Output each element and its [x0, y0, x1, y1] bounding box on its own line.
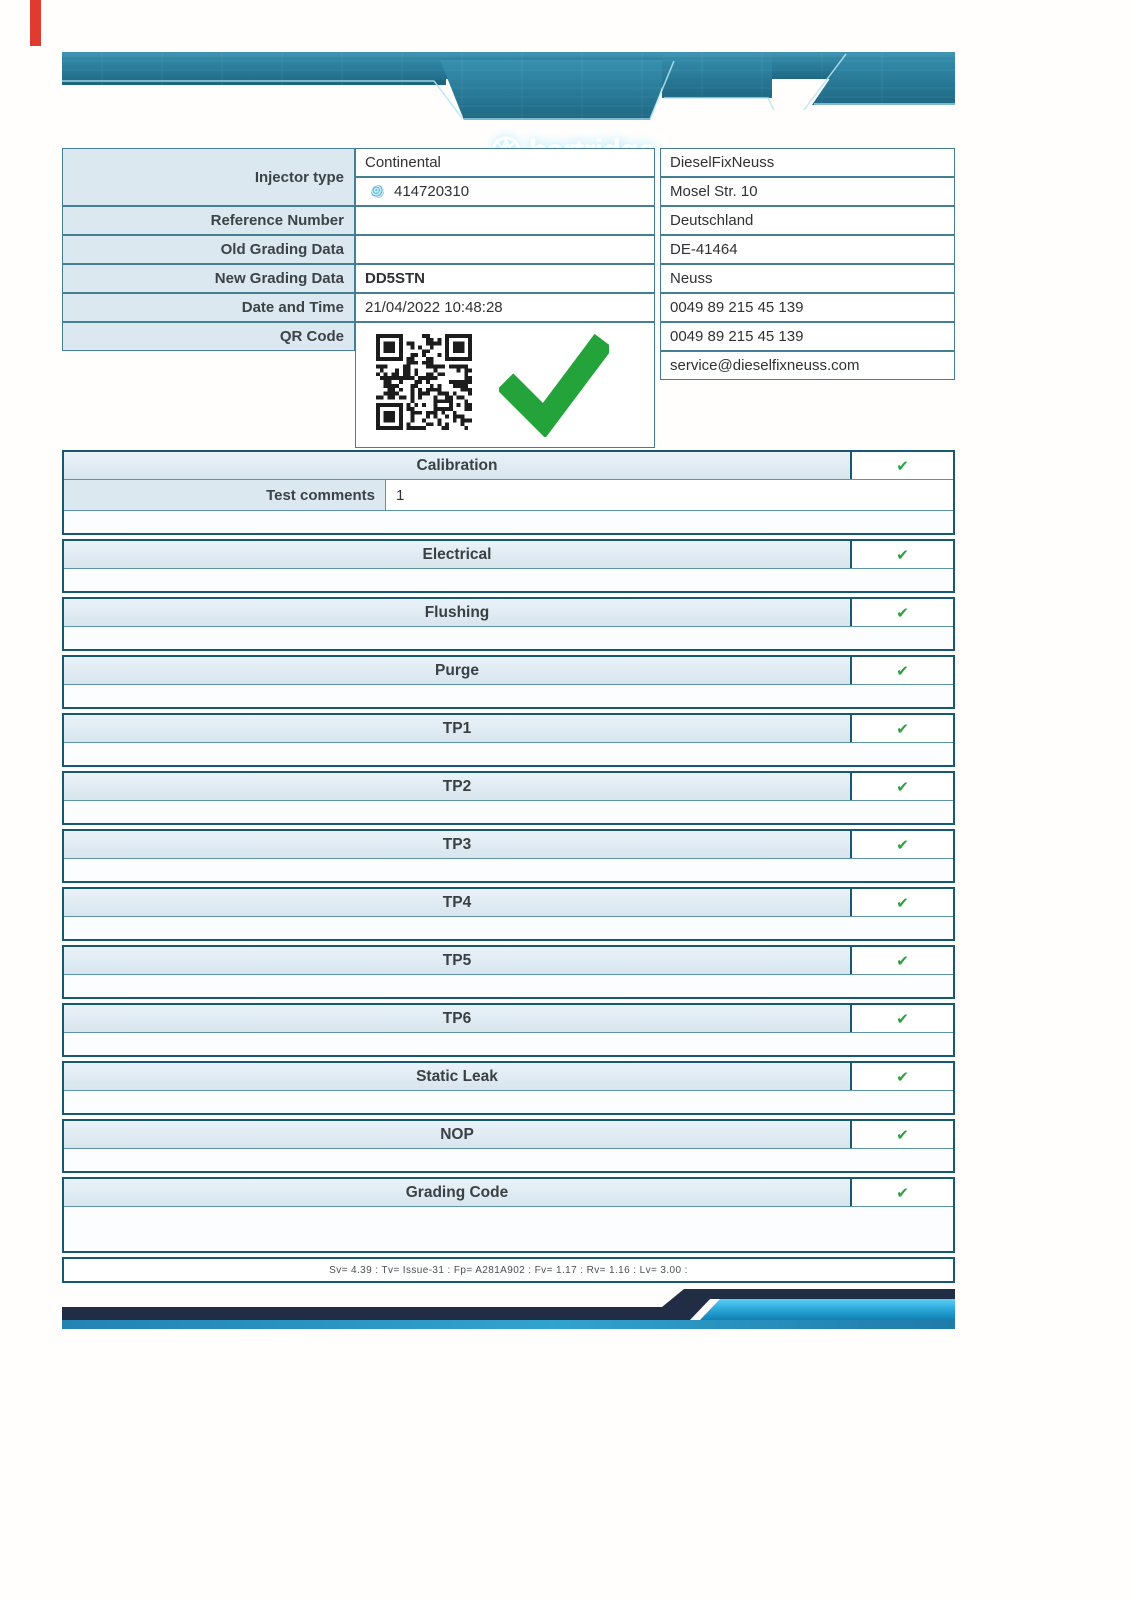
section-check-cell — [852, 1063, 953, 1090]
footer-banner — [62, 1286, 955, 1333]
section-label: TP4 — [64, 889, 852, 916]
old-grading-label: Old Grading Data — [62, 235, 355, 264]
section-block — [62, 597, 955, 651]
section-empty-row — [64, 916, 953, 939]
section-check-cell — [852, 599, 953, 626]
check-icon: ✔ — [896, 835, 909, 854]
section-empty-row — [64, 858, 953, 881]
section-header-row — [64, 657, 953, 684]
contact-line: service@dieselfixneuss.com — [660, 351, 955, 380]
section-header-row — [64, 1179, 953, 1206]
section-check-cell — [852, 1005, 953, 1032]
section-empty-row — [64, 800, 953, 823]
section-empty-row — [64, 568, 953, 591]
section-block — [62, 945, 955, 999]
scan-artifact-red-stripe — [30, 0, 41, 46]
section-block — [62, 450, 955, 535]
injector-info-table — [62, 148, 955, 448]
section-empty-row — [64, 1148, 953, 1171]
section-check-cell — [852, 541, 953, 568]
section-label: Flushing — [64, 599, 852, 626]
section-block — [62, 771, 955, 825]
contact-line: 0049 89 215 45 139 — [660, 322, 955, 351]
section-check-cell — [852, 1121, 953, 1148]
section-block — [62, 1003, 955, 1057]
check-icon: ✔ — [896, 456, 909, 475]
section-block — [62, 713, 955, 767]
check-icon: ✔ — [896, 1009, 909, 1028]
section-label: Calibration — [64, 452, 852, 479]
contact-line: Deutschland — [660, 206, 955, 235]
section-check-cell — [852, 657, 953, 684]
injector-type-label: Injector type — [62, 148, 355, 206]
section-check-cell — [852, 452, 953, 479]
contact-line: 0049 89 215 45 139 — [660, 293, 955, 322]
check-icon: ✔ — [896, 661, 909, 680]
footer-banner-graphic — [62, 1286, 955, 1333]
section-label: Electrical — [64, 541, 852, 568]
datetime-label: Date and Time — [62, 293, 355, 322]
section-header-row — [64, 1005, 953, 1032]
section-label: Static Leak — [64, 1063, 852, 1090]
section-empty-row — [64, 974, 953, 997]
section-block — [62, 887, 955, 941]
section-header-row — [64, 889, 953, 916]
section-block — [62, 829, 955, 883]
check-icon: ✔ — [896, 777, 909, 796]
section-header-row — [64, 1063, 953, 1090]
section-block — [62, 539, 955, 593]
section-header-row — [64, 831, 953, 858]
section-label: Grading Code — [64, 1179, 852, 1206]
section-label: TP1 — [64, 715, 852, 742]
section-empty-row — [64, 684, 953, 707]
section-check-cell — [852, 1179, 953, 1206]
section-header-row — [64, 715, 953, 742]
section-check-cell — [852, 947, 953, 974]
contact-line: DE-41464 — [660, 235, 955, 264]
section-check-cell — [852, 773, 953, 800]
new-grading-label: New Grading Data — [62, 264, 355, 293]
section-header-row — [64, 541, 953, 568]
sections-container — [62, 450, 955, 1283]
section-empty-row — [64, 1090, 953, 1113]
section-header-row — [64, 599, 953, 626]
section-empty-row — [64, 510, 953, 533]
old-grading-value — [355, 235, 655, 264]
contact-line: Neuss — [660, 264, 955, 293]
serial-globe-icon — [371, 185, 384, 198]
header-banner-graphic — [62, 52, 955, 122]
qr-code — [376, 334, 472, 430]
check-icon: ✔ — [896, 603, 909, 622]
section-label: NOP — [64, 1121, 852, 1148]
check-icon: ✔ — [896, 893, 909, 912]
new-grading-value: DD5STN — [355, 264, 655, 293]
section-label: TP3 — [64, 831, 852, 858]
section-empty-row — [64, 742, 953, 765]
check-icon: ✔ — [896, 545, 909, 564]
section-block — [62, 1061, 955, 1115]
check-icon: ✔ — [896, 951, 909, 970]
test-comments-row — [64, 479, 953, 510]
section-block — [62, 1177, 955, 1253]
version-line: Sv= 4.39 : Tv= Issue-31 : Fp= A281A902 : Fv= 1.17 : Rv= 1.16 : Lv= 3.00 : — [62, 1257, 955, 1283]
section-header-row — [64, 452, 953, 479]
test-comments-value: 1 — [396, 486, 405, 504]
reference-number-value — [355, 206, 655, 235]
qr-code-label: QR Code — [62, 322, 355, 351]
check-icon: ✔ — [896, 1067, 909, 1086]
contact-line: Mosel Str. 10 — [660, 177, 955, 206]
check-icon: ✔ — [896, 1125, 909, 1144]
section-block — [62, 655, 955, 709]
section-empty-row — [64, 1032, 953, 1055]
section-header-row — [64, 947, 953, 974]
header-banner — [62, 52, 955, 122]
section-header-row — [64, 773, 953, 800]
section-empty-row — [64, 626, 953, 649]
section-label: Purge — [64, 657, 852, 684]
qr-pass-check-icon — [499, 327, 609, 437]
section-check-cell — [852, 889, 953, 916]
injector-serial-cell — [355, 177, 655, 206]
section-header-row — [64, 1121, 953, 1148]
section-label: TP5 — [64, 947, 852, 974]
contact-line: DieselFixNeuss — [660, 148, 955, 177]
injector-serial-value: 414720310 — [394, 183, 470, 200]
section-empty-row — [64, 1206, 953, 1251]
check-icon: ✔ — [896, 719, 909, 738]
section-check-cell — [852, 715, 953, 742]
reference-number-label: Reference Number — [62, 206, 355, 235]
section-label: TP2 — [64, 773, 852, 800]
section-check-cell — [852, 831, 953, 858]
section-label: TP6 — [64, 1005, 852, 1032]
section-block — [62, 1119, 955, 1173]
injector-make-value: Continental — [355, 148, 655, 177]
datetime-value: 21/04/2022 10:48:28 — [355, 293, 655, 322]
test-comments-label: Test comments — [64, 480, 386, 510]
qr-code-cell — [355, 322, 655, 448]
check-icon: ✔ — [896, 1183, 909, 1202]
